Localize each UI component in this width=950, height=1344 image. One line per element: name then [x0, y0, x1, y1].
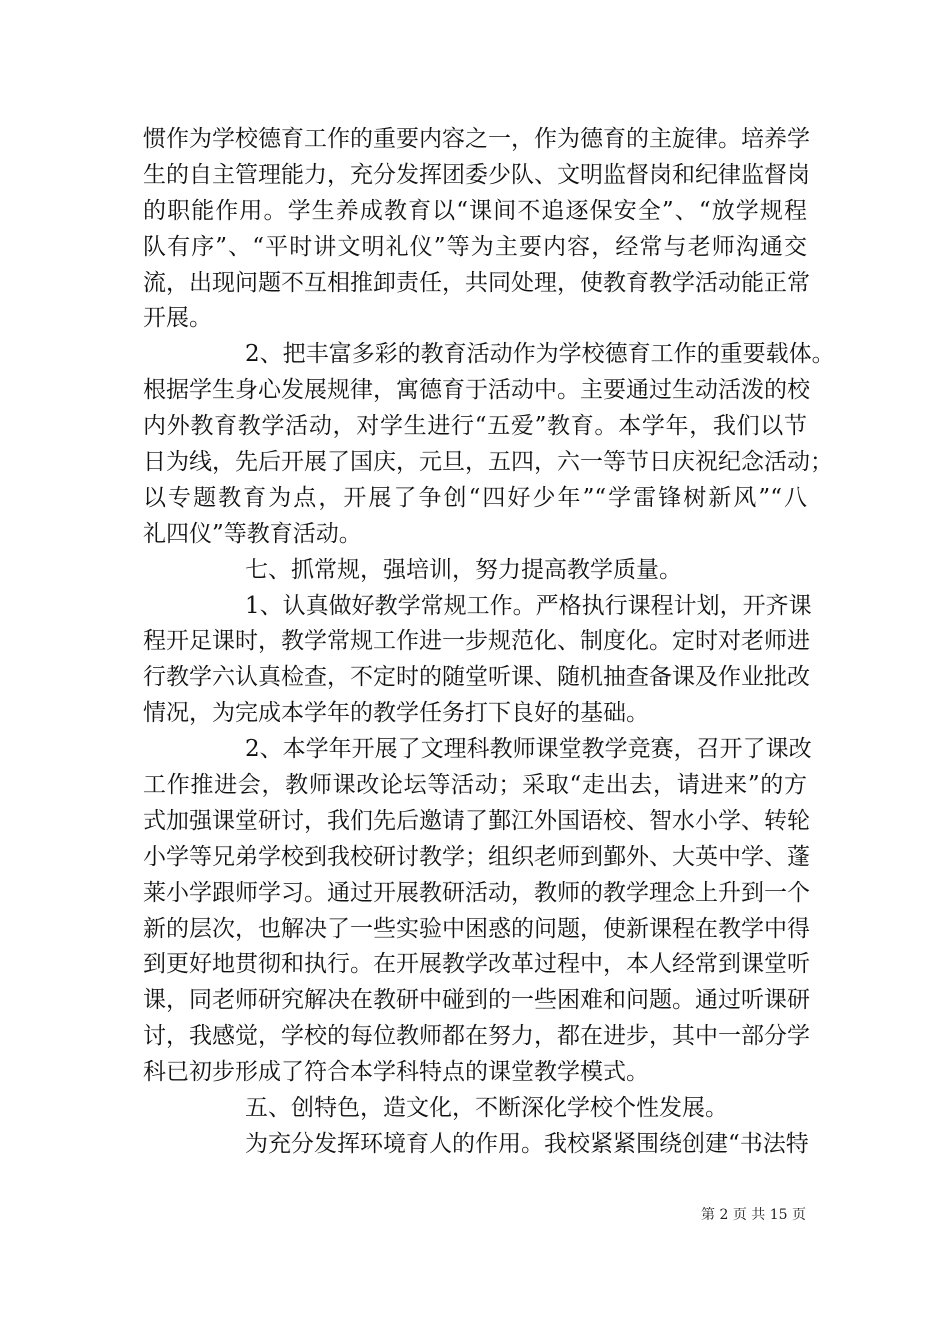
text-line: 的职能作用。学生养成教育以“课间不追逐保安全”、“放学规程 — [143, 197, 807, 224]
text-line: 根据学生身心发展规律，寓德育于活动中。主要通过生动活泼的校 — [143, 377, 810, 404]
text-line: 为充分发挥环境育人的作用。我校紧紧围绕创建“书法特 — [245, 1130, 809, 1157]
text-line: 小学等兄弟学校到我校研讨教学；组织老师到鄞外、大英中学、蓬 — [143, 843, 810, 870]
text-line: 日为线，先后开展了国庆，元旦，五四，六一等节日庆祝纪念活动； — [143, 449, 833, 476]
text-line: 行教学六认真检查，不定时的随堂听课、随机抽查备课及作业批改 — [143, 664, 810, 691]
text-line: 科已初步形成了符合本学科特点的课堂教学模式。 — [143, 1059, 649, 1086]
text-line: 莱小学跟师学习。通过开展教研活动，教师的教学理念上升到一个 — [143, 879, 810, 906]
text-line: 新的层次，也解决了一些实验中困惑的问题，使新课程在教学中得 — [143, 915, 810, 942]
page-number: 第 2 页 共 15 页 — [701, 1207, 806, 1223]
text-line: 到更好地贯彻和执行。在开展教学改革过程中，本人经常到课堂听 — [143, 951, 810, 978]
text-line: 生的自主管理能力，充分发挥团委少队、文明监督岗和纪律监督岗 — [143, 161, 810, 188]
text-line: 课，同老师研究解决在教研中碰到的一些困难和问题。通过听课研 — [143, 987, 810, 1014]
text-line: 1、认真做好教学常规工作。严格执行课程计划，开齐课 — [245, 592, 812, 619]
text-line: 以专题教育为点，开展了争创“四好少年”“学雷锋树新风”“八 — [143, 484, 807, 511]
text-line: 流，出现问题不互相推卸责任，共同处理，使教育教学活动能正常 — [143, 269, 810, 296]
text-line: 程开足课时，教学常规工作进一步规范化、制度化。定时对老师进 — [143, 628, 810, 655]
paragraph — [143, 553, 807, 589]
paragraph — [143, 1127, 807, 1163]
document-body — [143, 122, 835, 1163]
text-line: 礼四仪”等教育活动。 — [143, 520, 362, 547]
paragraph — [143, 1091, 807, 1127]
text-line: 惯作为学校德育工作的重要内容之一，作为德育的主旋律。培养学 — [143, 126, 810, 152]
text-line: 七、抓常规，强培训，努力提高教学质量。 — [245, 556, 682, 583]
text-line: 2、把丰富多彩的教育活动作为学校德育工作的重要载体。 — [245, 341, 835, 368]
text-line: 工作推进会，教师课改论坛等活动；采取“走出去，请进来”的方 — [143, 772, 807, 799]
text-line: 内外教育教学活动，对学生进行“五爱”教育。本学年，我们以节 — [143, 413, 807, 440]
paragraph — [143, 122, 810, 337]
text-line: 五、创特色，造文化，不断深化学校个性发展。 — [245, 1095, 728, 1122]
text-line: 讨，我感觉，学校的每位教师都在努力，都在进步，其中一部分学 — [143, 1023, 810, 1050]
text-line: 情况，为完成本学年的教学任务打下良好的基础。 — [143, 700, 649, 727]
paragraph — [143, 337, 835, 552]
text-line: 2、本学年开展了文理科教师课堂教学竞赛，召开了课改 — [245, 736, 812, 763]
text-line: 队有序”、“平时讲文明礼仪”等为主要内容，经常与老师沟通交 — [143, 233, 807, 260]
paragraph — [143, 589, 812, 733]
text-line: 式加强课堂研讨，我们先后邀请了鄞江外国语校、智水小学、转轮 — [143, 807, 810, 834]
text-line: 开展。 — [143, 305, 212, 332]
paragraph — [143, 732, 812, 1091]
